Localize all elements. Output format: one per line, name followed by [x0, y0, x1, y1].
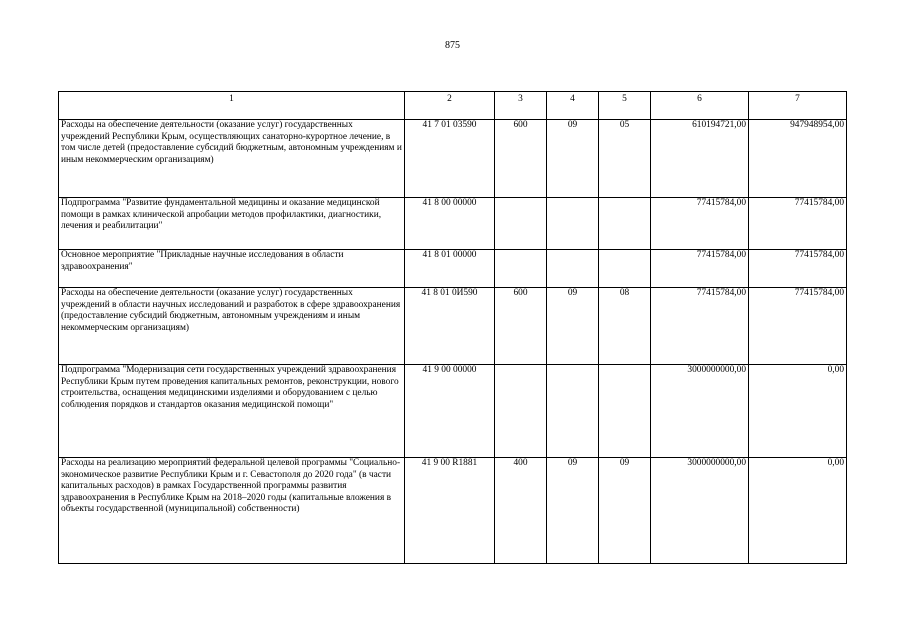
- header-col-5: 5: [599, 92, 651, 120]
- row-col-3: [495, 250, 547, 288]
- row-amount-6: 77415784,00: [651, 288, 749, 365]
- row-col-4: 09: [547, 288, 599, 365]
- row-description: Подпрограмма "Модернизация сети государственных учреждений здравоохранения Республики Крым путем проведения капитальных ремонтов, реконструкции, нового строительства, оснащения медицинскими изделиями и оборудованием с целью соблюдения порядков и стандартов оказания медицинской помощи": [59, 365, 405, 458]
- row-col-5: [599, 250, 651, 288]
- table-row: [59, 288, 847, 365]
- row-code: 41 8 01 0И590: [405, 288, 495, 365]
- row-description: Подпрограмма "Развитие фундаментальной медицины и оказание медицинской помощи в рамках клинической апробации методов профилактики, диагностики, лечения и реабилитации": [59, 198, 405, 250]
- header-col-6: 6: [651, 92, 749, 120]
- row-col-5: [599, 365, 651, 458]
- table-row: [59, 120, 847, 198]
- row-amount-7: 0,00: [749, 365, 847, 458]
- row-amount-6: 610194721,00: [651, 120, 749, 198]
- header-col-3: 3: [495, 92, 547, 120]
- row-amount-7: 77415784,00: [749, 288, 847, 365]
- row-amount-7: 77415784,00: [749, 198, 847, 250]
- header-col-7: 7: [749, 92, 847, 120]
- table-header-row: [59, 92, 847, 120]
- row-col-3: [495, 365, 547, 458]
- page-number: 875: [445, 40, 460, 51]
- header-col-4: 4: [547, 92, 599, 120]
- row-col-5: 09: [599, 458, 651, 564]
- row-col-3: [495, 198, 547, 250]
- header-col-1: 1: [59, 92, 405, 120]
- row-col-5: 08: [599, 288, 651, 365]
- row-col-3: 400: [495, 458, 547, 564]
- budget-table: [58, 91, 847, 564]
- row-amount-6: 77415784,00: [651, 198, 749, 250]
- table-row: [59, 198, 847, 250]
- row-code: 41 8 01 00000: [405, 250, 495, 288]
- row-col-4: 09: [547, 120, 599, 198]
- row-description: Расходы на реализацию мероприятий федеральной целевой программы "Социально-экономическое развитие Республики Крым и г. Севастополя до 2020 года" (в части капитальных расходов) в рамках Государственной программы развития здравоохранения в Республике Крым на 2018–2020 годы (капитальные вложения в объекты государственной (муниципальной) собственности): [59, 458, 405, 564]
- row-col-4: [547, 365, 599, 458]
- row-code: 41 7 01 03590: [405, 120, 495, 198]
- row-amount-6: 77415784,00: [651, 250, 749, 288]
- table-row: [59, 365, 847, 458]
- row-col-3: 600: [495, 120, 547, 198]
- row-code: 41 8 00 00000: [405, 198, 495, 250]
- row-amount-6: 3000000000,00: [651, 458, 749, 564]
- row-amount-7: 947948954,00: [749, 120, 847, 198]
- row-col-4: [547, 250, 599, 288]
- row-col-3: 600: [495, 288, 547, 365]
- row-code: 41 9 00 R1881: [405, 458, 495, 564]
- row-col-4: 09: [547, 458, 599, 564]
- table-row: [59, 250, 847, 288]
- row-description: Расходы на обеспечение деятельности (оказание услуг) государственных учреждений Республики Крым, осуществляющих санаторно-курортное лечение, в том числе детей (предоставление субсидий бюджетным, автономным учреждениям и иным некоммерческим организациям): [59, 120, 405, 198]
- row-col-5: 05: [599, 120, 651, 198]
- row-col-5: [599, 198, 651, 250]
- row-description: Расходы на обеспечение деятельности (оказание услуг) государственных учреждений в области научных исследований и разработок в сфере здравоохранения (предоставление субсидий бюджетным, автономным учреждениям и иным некоммерческим организациям): [59, 288, 405, 365]
- row-amount-7: 0,00: [749, 458, 847, 564]
- row-col-4: [547, 198, 599, 250]
- table-row: [59, 458, 847, 564]
- row-description: Основное мероприятие "Прикладные научные исследования в области здравоохранения": [59, 250, 405, 288]
- header-col-2: 2: [405, 92, 495, 120]
- row-amount-6: 3000000000,00: [651, 365, 749, 458]
- row-code: 41 9 00 00000: [405, 365, 495, 458]
- row-amount-7: 77415784,00: [749, 250, 847, 288]
